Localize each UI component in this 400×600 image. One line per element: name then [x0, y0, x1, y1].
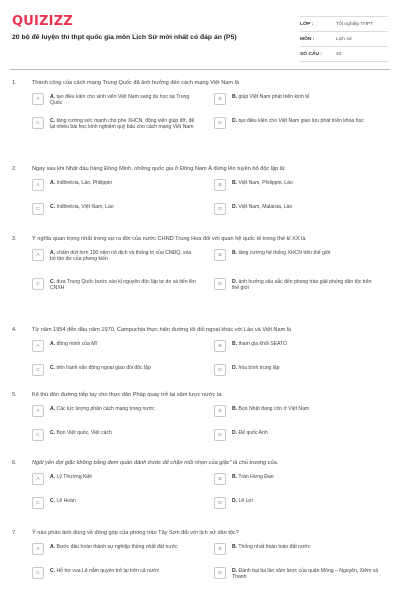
- option-c[interactable]: [32, 364, 197, 376]
- meta-key: MÔN :: [300, 36, 315, 42]
- option-d[interactable]: [214, 117, 379, 129]
- option-letter-box: D: [214, 278, 226, 290]
- option-label: A.: [50, 94, 56, 100]
- option-content: tăng cường hệ thống XHCN trên thế giới: [238, 250, 331, 256]
- option-label: B.: [232, 94, 238, 100]
- meta-value: Tốt nghiệp THPT: [336, 21, 374, 27]
- option-label: D.: [232, 204, 238, 210]
- option-a[interactable]: [32, 543, 197, 555]
- option-label: C.: [50, 118, 56, 124]
- option-d[interactable]: [214, 567, 379, 581]
- option-letter-box: C: [32, 117, 44, 129]
- option-text: [50, 278, 197, 292]
- option-letter-box: B: [214, 249, 226, 261]
- option-text: [50, 473, 92, 480]
- option-content: Bọn Việt quốc, Việt cách: [56, 430, 112, 436]
- option-content: Lê Lợi: [238, 498, 253, 504]
- option-content: Việt Nam, Philippin, Lào: [238, 180, 293, 186]
- meta-row-count: [300, 47, 388, 62]
- option-letter-box: D: [214, 429, 226, 441]
- option-label: C.: [50, 430, 56, 436]
- option-text: [50, 405, 155, 412]
- option-label: D.: [232, 568, 238, 574]
- option-label: A.: [50, 341, 56, 347]
- option-content: Thống nhất hoàn toàn đất nước: [238, 544, 311, 550]
- header: [0, 0, 400, 70]
- option-content: ảnh hưởng sâu sắc đến phong trào giải phóng dân tộc trên thế giới: [232, 279, 372, 292]
- option-content: hòa bình trung lập: [238, 365, 280, 371]
- meta-table: [300, 16, 388, 62]
- option-text: [232, 364, 280, 371]
- quizizz-logo[interactable]: QUIZIZZ: [12, 14, 73, 29]
- option-text: [50, 179, 112, 186]
- option-a[interactable]: [32, 179, 197, 191]
- option-label: D.: [232, 430, 238, 436]
- option-d[interactable]: [214, 278, 379, 292]
- option-content: Inđônêxia, Việt Nam, Lào: [56, 204, 114, 210]
- option-content: tăng cường sức mạnh cho phe XHCN, động viên giúp đỡ, để lại nhiều bài học kinh nghiệm quý báu cho cách mạng Việt Nam: [50, 118, 195, 131]
- option-a[interactable]: [32, 473, 197, 485]
- option-label: C.: [50, 498, 56, 504]
- worksheet-title: 20 bộ đề luyện thi thpt quốc gia môn Lịch Sử mới nhất có đáp án (P5): [12, 34, 237, 41]
- option-content: Lê Hoàn: [56, 498, 76, 504]
- option-d[interactable]: [214, 429, 379, 441]
- option-letter-box: A: [32, 179, 44, 191]
- meta-row-subject: [300, 32, 388, 47]
- option-text: [232, 117, 364, 124]
- option-label: C.: [50, 279, 56, 285]
- option-letter-box: C: [32, 567, 44, 579]
- option-text: [232, 179, 293, 186]
- meta-value: 40: [336, 51, 342, 57]
- question-number: 2.: [12, 166, 17, 172]
- option-label: A.: [50, 544, 56, 550]
- option-content: tham gia khối SEATO: [238, 341, 288, 347]
- question-text: Thành công của cách mạng Trung Quốc đã ảnh hưởng đến cách mạng Việt Nam là: [32, 80, 239, 86]
- question-number: 5.: [12, 392, 17, 398]
- option-letter-box: A: [32, 249, 44, 261]
- option-content: tạo điều kiện cho sinh viên Việt Nam sang du học tại Trung Quốc: [50, 94, 190, 107]
- option-a[interactable]: [32, 249, 197, 263]
- option-letter-box: C: [32, 203, 44, 215]
- option-letter-box: B: [214, 473, 226, 485]
- option-content: Đánh bại ba lần xâm lược của quân Mông – Nguyên, Xiêm và Thanh: [232, 568, 379, 581]
- option-letter-box: D: [214, 364, 226, 376]
- option-letter-box: C: [32, 364, 44, 376]
- option-text: [50, 364, 151, 371]
- meta-row-class: [300, 16, 388, 32]
- question-text: Từ năm 1954 đến đầu năm 1970, Campuchia thực hiện đường lối đối ngoại khác với Lào và Việt Nam là: [32, 327, 292, 333]
- option-content: Lý Thường Kiệt: [56, 474, 92, 480]
- option-letter-box: D: [214, 567, 226, 579]
- option-label: B.: [232, 474, 238, 480]
- option-text: [50, 203, 114, 210]
- option-b[interactable]: [214, 249, 379, 261]
- option-letter-box: A: [32, 405, 44, 417]
- option-content: Bọn Nhật đang còn ở Việt Nam: [238, 406, 310, 412]
- question-text: Ý nghĩa quan trọng nhất trong sự ra đời của nước CHND Trung Hoa đối với quan hệ quốc tế trong thế kỉ XX là: [32, 236, 306, 242]
- option-text: [50, 567, 159, 574]
- option-c[interactable]: [32, 203, 197, 215]
- option-letter-box: C: [32, 278, 44, 290]
- option-label: A.: [50, 180, 56, 186]
- option-text: [232, 278, 379, 292]
- option-label: D.: [232, 279, 238, 285]
- option-label: A.: [50, 474, 56, 480]
- question-number: 3.: [12, 236, 17, 242]
- option-label: B.: [232, 406, 238, 412]
- option-label: A.: [50, 250, 56, 256]
- option-content: Hỗ trợ vua Lê nắm quyền trở lại trên cả nước: [56, 568, 160, 574]
- option-c[interactable]: [32, 117, 197, 131]
- option-label: D.: [232, 498, 238, 504]
- option-text: [232, 405, 309, 412]
- option-label: D.: [232, 365, 238, 371]
- option-letter-box: B: [214, 340, 226, 352]
- option-a[interactable]: [32, 340, 197, 352]
- option-text: [50, 543, 178, 550]
- option-label: B.: [232, 250, 238, 256]
- option-d[interactable]: [214, 203, 379, 215]
- option-content: tạo điều kiện cho Việt Nam giao lưu phát triển khoa học: [238, 118, 364, 124]
- option-label: B.: [232, 341, 238, 347]
- option-letter-box: B: [214, 405, 226, 417]
- option-content: giúp Việt Nam phát triển kinh tế: [238, 94, 310, 100]
- option-label: C.: [50, 204, 56, 210]
- option-text: [232, 497, 253, 504]
- option-b[interactable]: [214, 340, 379, 352]
- option-b[interactable]: [214, 405, 379, 417]
- option-text: [232, 567, 379, 581]
- question-text: Ý nào phản ánh đúng về đóng góp của phong trào Tây Sơn đối với lịch sử dân tộc?: [32, 530, 239, 536]
- option-letter-box: C: [32, 497, 44, 509]
- question-number: 6.: [12, 460, 17, 466]
- option-letter-box: C: [32, 429, 44, 441]
- option-content: chấm dứt hơn 100 năm nô dịch và thống trị của CNĐQ, xóa bỏ tàn dư của phong kiến: [50, 250, 192, 263]
- meta-key: SỐ CÂU :: [300, 51, 323, 57]
- option-d[interactable]: [214, 497, 379, 509]
- option-label: C.: [50, 568, 56, 574]
- question-text: Ngôi yên đợi giặc không bằng đem quân đánh trước để chặn mũi nhọn của giặc" là chủ trương của.: [32, 460, 279, 466]
- option-content: Bước đầu hoàn thành sự nghiệp thống nhất đất nước: [56, 544, 178, 550]
- option-text: [50, 429, 112, 436]
- option-label: A.: [50, 406, 56, 412]
- option-text: [232, 340, 287, 347]
- option-c[interactable]: [32, 497, 197, 509]
- option-b[interactable]: [214, 93, 379, 105]
- option-label: D.: [232, 118, 238, 124]
- option-b[interactable]: [214, 179, 379, 191]
- option-label: B.: [232, 180, 238, 186]
- option-text: [232, 203, 292, 210]
- option-letter-box: A: [32, 473, 44, 485]
- option-letter-box: B: [214, 93, 226, 105]
- option-label: C.: [50, 365, 56, 371]
- question-number: 1.: [12, 80, 17, 86]
- question-number: 7.: [12, 530, 17, 536]
- option-letter-box: A: [32, 543, 44, 555]
- option-text: [50, 93, 197, 107]
- option-b[interactable]: [214, 543, 379, 555]
- question-text: Kẻ thù đòn đường tiếp tay cho thực dân Pháp quay trở lại xâm lược nước ta: [32, 392, 222, 398]
- option-c[interactable]: [32, 567, 197, 579]
- option-text: [50, 340, 97, 347]
- option-a[interactable]: [32, 93, 197, 107]
- meta-value: Lịch sử: [336, 36, 353, 42]
- option-letter-box: B: [214, 543, 226, 555]
- option-text: [232, 249, 330, 256]
- option-text: [232, 429, 268, 436]
- option-letter-box: B: [214, 179, 226, 191]
- option-letter-box: A: [32, 340, 44, 352]
- header-divider: [10, 69, 390, 70]
- option-text: [50, 249, 197, 263]
- option-label: B.: [232, 544, 238, 550]
- option-c[interactable]: [32, 278, 197, 292]
- option-content: Inđônêxia, Lào, Philippin: [56, 180, 113, 186]
- option-text: [50, 497, 76, 504]
- meta-key: LỚP :: [300, 21, 314, 27]
- option-d[interactable]: [214, 364, 379, 376]
- option-content: tiến hành vận động ngoại giao đòi độc lập: [56, 365, 151, 371]
- question-number: 4.: [12, 327, 17, 333]
- option-b[interactable]: [214, 473, 379, 485]
- option-a[interactable]: [32, 405, 197, 417]
- option-letter-box: D: [214, 117, 226, 129]
- option-content: Đế quốc Anh: [238, 430, 268, 436]
- option-content: Việt Nam, Malaixia, Lào: [238, 204, 293, 210]
- option-c[interactable]: [32, 429, 197, 441]
- option-letter-box: D: [214, 497, 226, 509]
- option-content: Các lực lượng phản cách mạng trong nước: [56, 406, 155, 412]
- option-content: Trần Hưng Đạo: [238, 474, 274, 480]
- option-text: [232, 543, 310, 550]
- option-text: [232, 473, 274, 480]
- option-letter-box: A: [32, 93, 44, 105]
- option-content: đồng minh của Mĩ: [56, 341, 98, 347]
- option-text: [50, 117, 197, 131]
- option-text: [232, 93, 310, 100]
- option-letter-box: D: [214, 203, 226, 215]
- question-text: Ngay sau khi Nhật đầu hàng Đồng Minh, những quốc gia ở Đông Nam Á đứng lên tuyên bố độc lập là:: [32, 166, 286, 172]
- option-content: đưa Trung Quốc bước vào kỉ nguyên độc lập tự do và tiến lên CNXH: [50, 279, 196, 292]
